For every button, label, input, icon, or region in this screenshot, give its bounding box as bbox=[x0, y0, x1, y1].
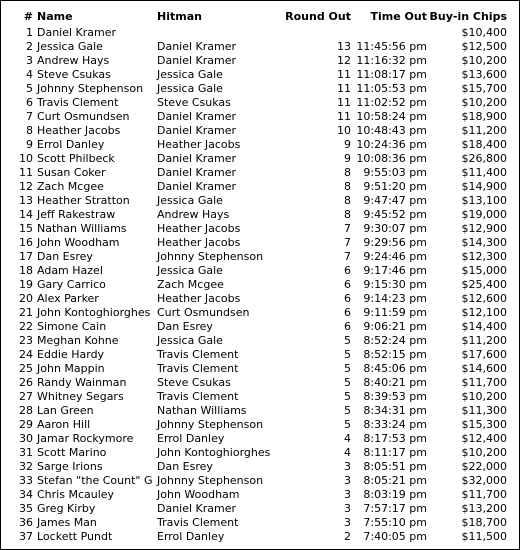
round-out: 11 bbox=[337, 96, 351, 109]
time-out: 9:11:59 pm bbox=[363, 306, 427, 319]
hitman-name: Curt Osmundsen bbox=[157, 306, 250, 319]
buyin-chips: $18,700 bbox=[461, 516, 507, 529]
table-row bbox=[3, 250, 507, 264]
row-number: 9 bbox=[26, 138, 33, 151]
time-out: 8:40:21 pm bbox=[363, 376, 427, 389]
round-out: 5 bbox=[344, 348, 351, 361]
buyin-chips: $14,300 bbox=[461, 236, 507, 249]
header-round-out: Round Out bbox=[285, 10, 351, 23]
time-out: 11:16:32 pm bbox=[356, 54, 427, 67]
player-name: Daniel Kramer bbox=[37, 26, 117, 39]
hitman-name: Daniel Kramer bbox=[157, 502, 237, 515]
hitman-name: Nathan Williams bbox=[157, 404, 247, 417]
round-out: 10 bbox=[337, 124, 351, 137]
player-name: Jeff Rakestraw bbox=[37, 208, 116, 221]
round-out: 8 bbox=[344, 166, 351, 179]
buyin-chips: $13,100 bbox=[461, 194, 507, 207]
header-name: Name bbox=[37, 10, 73, 23]
hitman-name: Johnny Stephenson bbox=[157, 474, 264, 487]
hitman-name: Errol Danley bbox=[157, 530, 225, 543]
hitman-name: Daniel Kramer bbox=[157, 180, 237, 193]
table-row bbox=[3, 404, 507, 418]
table-row bbox=[3, 138, 507, 152]
buyin-chips: $12,300 bbox=[461, 250, 507, 263]
buyin-chips: $12,500 bbox=[461, 40, 507, 53]
player-name: Jamar Rockymore bbox=[37, 432, 134, 445]
table-row bbox=[3, 166, 507, 180]
hitman-name: Jessica Gale bbox=[157, 334, 223, 347]
player-name: John Woodham bbox=[37, 236, 120, 249]
player-name: Randy Wainman bbox=[37, 376, 127, 389]
player-name: Errol Danley bbox=[37, 138, 105, 151]
player-name: Curt Osmundsen bbox=[37, 110, 130, 123]
hitman-name: Heather Jacobs bbox=[157, 292, 241, 305]
player-name: Jessica Gale bbox=[37, 40, 103, 53]
time-out: 8:17:53 pm bbox=[363, 432, 427, 445]
time-out: 8:05:51 pm bbox=[363, 460, 427, 473]
table-body bbox=[3, 26, 507, 544]
time-out: 11:45:56 pm bbox=[356, 40, 427, 53]
time-out: 7:57:17 pm bbox=[363, 502, 427, 515]
table-row bbox=[3, 418, 507, 432]
hitman-name: Travis Clement bbox=[157, 390, 239, 403]
row-number: 4 bbox=[26, 68, 33, 81]
round-out: 8 bbox=[344, 208, 351, 221]
buyin-chips: $32,000 bbox=[461, 474, 507, 487]
player-name: Scott Philbeck bbox=[37, 152, 115, 165]
row-number: 26 bbox=[19, 376, 33, 389]
row-number: 16 bbox=[19, 236, 33, 249]
buyin-chips: $14,400 bbox=[461, 320, 507, 333]
player-name: Meghan Kohne bbox=[37, 334, 119, 347]
buyin-chips: $14,900 bbox=[461, 180, 507, 193]
table-row bbox=[3, 96, 507, 110]
time-out: 10:48:43 pm bbox=[356, 124, 427, 137]
row-number: 12 bbox=[19, 180, 33, 193]
table-row bbox=[3, 334, 507, 348]
player-name: Lockett Pundt bbox=[37, 530, 113, 543]
hitman-name: Steve Csukas bbox=[157, 376, 231, 389]
row-number: 22 bbox=[19, 320, 33, 333]
round-out: 5 bbox=[344, 376, 351, 389]
table-row bbox=[3, 376, 507, 390]
table-row bbox=[3, 362, 507, 376]
time-out: 10:58:24 pm bbox=[356, 110, 427, 123]
round-out: 5 bbox=[344, 404, 351, 417]
row-number: 27 bbox=[19, 390, 33, 403]
row-number: 37 bbox=[19, 530, 33, 543]
player-name: Susan Coker bbox=[37, 166, 106, 179]
row-number: 1 bbox=[26, 26, 33, 39]
buyin-chips: $14,600 bbox=[461, 362, 507, 375]
buyin-chips: $11,200 bbox=[461, 124, 507, 137]
time-out: 8:45:06 pm bbox=[363, 362, 427, 375]
time-out: 7:55:10 pm bbox=[363, 516, 427, 529]
table-row bbox=[3, 502, 507, 516]
hitman-name bbox=[157, 26, 275, 40]
row-number: 32 bbox=[19, 460, 33, 473]
hitman-name: Johnny Stephenson bbox=[157, 418, 264, 431]
buyin-chips: $12,600 bbox=[461, 292, 507, 305]
round-out: 11 bbox=[337, 82, 351, 95]
table-header-row bbox=[3, 8, 507, 26]
player-name: Andrew Hays bbox=[37, 54, 110, 67]
table-row bbox=[3, 264, 507, 278]
hitman-name: Jessica Gale bbox=[157, 264, 223, 277]
player-name: Scott Marino bbox=[37, 446, 107, 459]
buyin-chips: $13,200 bbox=[461, 502, 507, 515]
buyin-chips: $17,600 bbox=[461, 348, 507, 361]
time-out: 8:11:17 pm bbox=[363, 446, 427, 459]
buyin-chips: $18,900 bbox=[461, 110, 507, 123]
table-row bbox=[3, 278, 507, 292]
hitman-name: Daniel Kramer bbox=[157, 124, 237, 137]
hitman-name: Heather Jacobs bbox=[157, 222, 241, 235]
hitman-name: Daniel Kramer bbox=[157, 110, 237, 123]
hitman-name: Jessica Gale bbox=[157, 194, 223, 207]
table-row bbox=[3, 306, 507, 320]
row-number: 14 bbox=[19, 208, 33, 221]
round-out: 4 bbox=[344, 432, 351, 445]
buyin-chips: $11,200 bbox=[461, 334, 507, 347]
player-name: Adam Hazel bbox=[37, 264, 103, 277]
table-row bbox=[3, 432, 507, 446]
time-out: 10:24:36 pm bbox=[356, 138, 427, 151]
table-row bbox=[3, 26, 507, 40]
time-out: 9:24:46 pm bbox=[363, 250, 427, 263]
round-out: 6 bbox=[344, 292, 351, 305]
hitman-name: John Woodham bbox=[157, 488, 240, 501]
round-out: 4 bbox=[344, 446, 351, 459]
hitman-name: Steve Csukas bbox=[157, 96, 231, 109]
table-row bbox=[3, 82, 507, 96]
time-out: 11:02:52 pm bbox=[356, 96, 427, 109]
time-out: 9:14:23 pm bbox=[363, 292, 427, 305]
row-number: 29 bbox=[19, 418, 33, 431]
table-row bbox=[3, 292, 507, 306]
player-name: Whitney Segars bbox=[37, 390, 124, 403]
header-number: # bbox=[23, 10, 33, 23]
table-row bbox=[3, 180, 507, 194]
round-out: 5 bbox=[344, 362, 351, 375]
time-out: 9:15:30 pm bbox=[363, 278, 427, 291]
hitman-name: Travis Clement bbox=[157, 362, 239, 375]
time-out: 8:03:19 pm bbox=[363, 488, 427, 501]
row-number: 20 bbox=[19, 292, 33, 305]
table-row bbox=[3, 222, 507, 236]
buyin-chips: $11,500 bbox=[461, 530, 507, 543]
header-hitman: Hitman bbox=[157, 10, 202, 23]
row-number: 17 bbox=[19, 250, 33, 263]
time-out: 9:55:03 pm bbox=[363, 166, 427, 179]
time-out: 8:52:24 pm bbox=[363, 334, 427, 347]
player-name: Heather Stratton bbox=[37, 194, 130, 207]
buyin-chips: $11,400 bbox=[461, 166, 507, 179]
hitman-name: Jessica Gale bbox=[157, 82, 223, 95]
hitman-name: Zach Mcgee bbox=[157, 278, 224, 291]
buyin-chips: $10,200 bbox=[461, 54, 507, 67]
buyin-chips: $15,700 bbox=[461, 82, 507, 95]
time-out: 9:29:56 pm bbox=[363, 236, 427, 249]
hitman-name: Dan Esrey bbox=[157, 320, 213, 333]
player-name: Alex Parker bbox=[37, 292, 99, 305]
player-name: Aaron Hill bbox=[37, 418, 91, 431]
row-number: 33 bbox=[19, 474, 33, 487]
buyin-chips: $10,200 bbox=[461, 96, 507, 109]
hitman-name: John Kontoghiorghes bbox=[157, 446, 271, 459]
row-number: 25 bbox=[19, 362, 33, 375]
hitman-name: Heather Jacobs bbox=[157, 138, 241, 151]
time-out: 9:47:47 pm bbox=[363, 194, 427, 207]
round-out: 6 bbox=[344, 320, 351, 333]
row-number: 15 bbox=[19, 222, 33, 235]
player-name: Travis Clement bbox=[37, 96, 119, 109]
round-out: 3 bbox=[344, 516, 351, 529]
table-row bbox=[3, 488, 507, 502]
player-name: Stefan "the Count" G bbox=[37, 474, 153, 487]
time-out: 9:45:52 pm bbox=[363, 208, 427, 221]
table-row bbox=[3, 194, 507, 208]
time-out: 9:51:20 pm bbox=[363, 180, 427, 193]
player-name: Sarge Irions bbox=[37, 460, 103, 473]
buyin-chips: $11,700 bbox=[461, 376, 507, 389]
row-number: 34 bbox=[19, 488, 33, 501]
buyin-chips: $12,400 bbox=[461, 432, 507, 445]
player-name: John Kontoghiorghes bbox=[37, 306, 151, 319]
table-row bbox=[3, 110, 507, 124]
row-number: 30 bbox=[19, 432, 33, 445]
player-name: Eddie Hardy bbox=[37, 348, 105, 361]
table-row bbox=[3, 474, 507, 488]
row-number: 2 bbox=[26, 40, 33, 53]
table-row bbox=[3, 516, 507, 530]
row-number: 8 bbox=[26, 124, 33, 137]
time-out: 9:30:07 pm bbox=[363, 222, 427, 235]
table-row bbox=[3, 68, 507, 82]
time-out: 8:34:31 pm bbox=[363, 404, 427, 417]
row-number: 31 bbox=[19, 446, 33, 459]
hitman-name: Daniel Kramer bbox=[157, 40, 237, 53]
player-name: Lan Green bbox=[37, 404, 94, 417]
table-row bbox=[3, 320, 507, 334]
player-name: Dan Esrey bbox=[37, 250, 93, 263]
round-out: 8 bbox=[344, 180, 351, 193]
row-number: 5 bbox=[26, 82, 33, 95]
hitman-name: Jessica Gale bbox=[157, 68, 223, 81]
round-out: 6 bbox=[344, 278, 351, 291]
buyin-chips: $11,700 bbox=[461, 488, 507, 501]
buyin-chips: $18,400 bbox=[461, 138, 507, 151]
row-number: 6 bbox=[26, 96, 33, 109]
buyin-chips: $19,000 bbox=[461, 208, 507, 221]
row-number: 11 bbox=[19, 166, 33, 179]
row-number: 21 bbox=[19, 306, 33, 319]
player-name: Gary Carrico bbox=[37, 278, 106, 291]
round-out: 13 bbox=[337, 40, 351, 53]
row-number: 28 bbox=[19, 404, 33, 417]
row-number: 23 bbox=[19, 334, 33, 347]
time-out: 8:33:24 pm bbox=[363, 418, 427, 431]
header-time-out: Time Out bbox=[370, 10, 427, 23]
time-out: 11:05:53 pm bbox=[356, 82, 427, 95]
player-name: Simone Cain bbox=[37, 320, 107, 333]
table-row bbox=[3, 152, 507, 166]
table-row bbox=[3, 446, 507, 460]
round-out: 3 bbox=[344, 460, 351, 473]
round-out: 5 bbox=[344, 418, 351, 431]
hitman-name: Travis Clement bbox=[157, 348, 239, 361]
round-out: 3 bbox=[344, 502, 351, 515]
buyin-chips: $15,000 bbox=[461, 264, 507, 277]
player-name: Zach Mcgee bbox=[37, 180, 104, 193]
round-out: 3 bbox=[344, 488, 351, 501]
row-number: 3 bbox=[26, 54, 33, 67]
player-name: Johnny Stephenson bbox=[37, 82, 144, 95]
round-out: 2 bbox=[344, 530, 351, 543]
hitman-name: Daniel Kramer bbox=[157, 152, 237, 165]
row-number: 35 bbox=[19, 502, 33, 515]
row-number: 10 bbox=[19, 152, 33, 165]
hitman-name: Daniel Kramer bbox=[157, 54, 237, 67]
tournament-results-table bbox=[3, 8, 507, 544]
time-out: 9:06:21 pm bbox=[363, 320, 427, 333]
buyin-chips: $10,200 bbox=[461, 446, 507, 459]
buyin-chips: $12,100 bbox=[461, 306, 507, 319]
time-out: 8:52:15 pm bbox=[363, 348, 427, 361]
round-out: 11 bbox=[337, 68, 351, 81]
round-out: 7 bbox=[344, 250, 351, 263]
player-name: John Mappin bbox=[37, 362, 105, 375]
row-number: 18 bbox=[19, 264, 33, 277]
time-out: 7:40:05 pm bbox=[363, 530, 427, 543]
table-row bbox=[3, 208, 507, 222]
round-out: 6 bbox=[344, 264, 351, 277]
table-row bbox=[3, 348, 507, 362]
hitman-name: Johnny Stephenson bbox=[157, 250, 264, 263]
round-out: 3 bbox=[344, 474, 351, 487]
hitman-name: Andrew Hays bbox=[157, 208, 230, 221]
buyin-chips: $22,000 bbox=[461, 460, 507, 473]
buyin-chips: $13,600 bbox=[461, 68, 507, 81]
table-row bbox=[3, 390, 507, 404]
table-row bbox=[3, 40, 507, 54]
header-buyin-chips: Buy-in Chips bbox=[429, 10, 507, 23]
time-out: 11:08:17 pm bbox=[356, 68, 427, 81]
player-name: Chris Mcauley bbox=[37, 488, 115, 501]
round-out: 7 bbox=[344, 236, 351, 249]
row-number: 36 bbox=[19, 516, 33, 529]
time-out bbox=[351, 26, 427, 40]
table-row bbox=[3, 124, 507, 138]
row-number: 13 bbox=[19, 194, 33, 207]
player-name: Heather Jacobs bbox=[37, 124, 121, 137]
player-name: Greg Kirby bbox=[37, 502, 96, 515]
hitman-name: Dan Esrey bbox=[157, 460, 213, 473]
time-out: 8:05:21 pm bbox=[363, 474, 427, 487]
buyin-chips: $10,400 bbox=[461, 26, 507, 39]
buyin-chips: $25,400 bbox=[461, 278, 507, 291]
round-out: 6 bbox=[344, 306, 351, 319]
player-name: Nathan Williams bbox=[37, 222, 127, 235]
table-row bbox=[3, 54, 507, 68]
time-out: 10:08:36 pm bbox=[356, 152, 427, 165]
buyin-chips: $26,800 bbox=[461, 152, 507, 165]
row-number: 7 bbox=[26, 110, 33, 123]
table-row bbox=[3, 460, 507, 474]
player-name: Steve Csukas bbox=[37, 68, 111, 81]
round-out: 5 bbox=[344, 334, 351, 347]
round-out: 9 bbox=[344, 152, 351, 165]
buyin-chips: $12,900 bbox=[461, 222, 507, 235]
player-name: James Man bbox=[37, 516, 97, 529]
buyin-chips: $15,300 bbox=[461, 418, 507, 431]
time-out: 9:17:46 pm bbox=[363, 264, 427, 277]
hitman-name: Travis Clement bbox=[157, 516, 239, 529]
round-out: 11 bbox=[337, 110, 351, 123]
round-out: 8 bbox=[344, 194, 351, 207]
hitman-name: Errol Danley bbox=[157, 432, 225, 445]
buyin-chips: $11,300 bbox=[461, 404, 507, 417]
hitman-name: Heather Jacobs bbox=[157, 236, 241, 249]
round-out: 12 bbox=[337, 54, 351, 67]
time-out: 8:39:53 pm bbox=[363, 390, 427, 403]
table-row bbox=[3, 530, 507, 544]
row-number: 19 bbox=[19, 278, 33, 291]
table-row bbox=[3, 236, 507, 250]
round-out: 5 bbox=[344, 390, 351, 403]
hitman-name: Daniel Kramer bbox=[157, 166, 237, 179]
buyin-chips: $10,200 bbox=[461, 390, 507, 403]
round-out: 7 bbox=[344, 222, 351, 235]
row-number: 24 bbox=[19, 348, 33, 361]
round-out bbox=[275, 26, 351, 40]
round-out: 9 bbox=[344, 138, 351, 151]
